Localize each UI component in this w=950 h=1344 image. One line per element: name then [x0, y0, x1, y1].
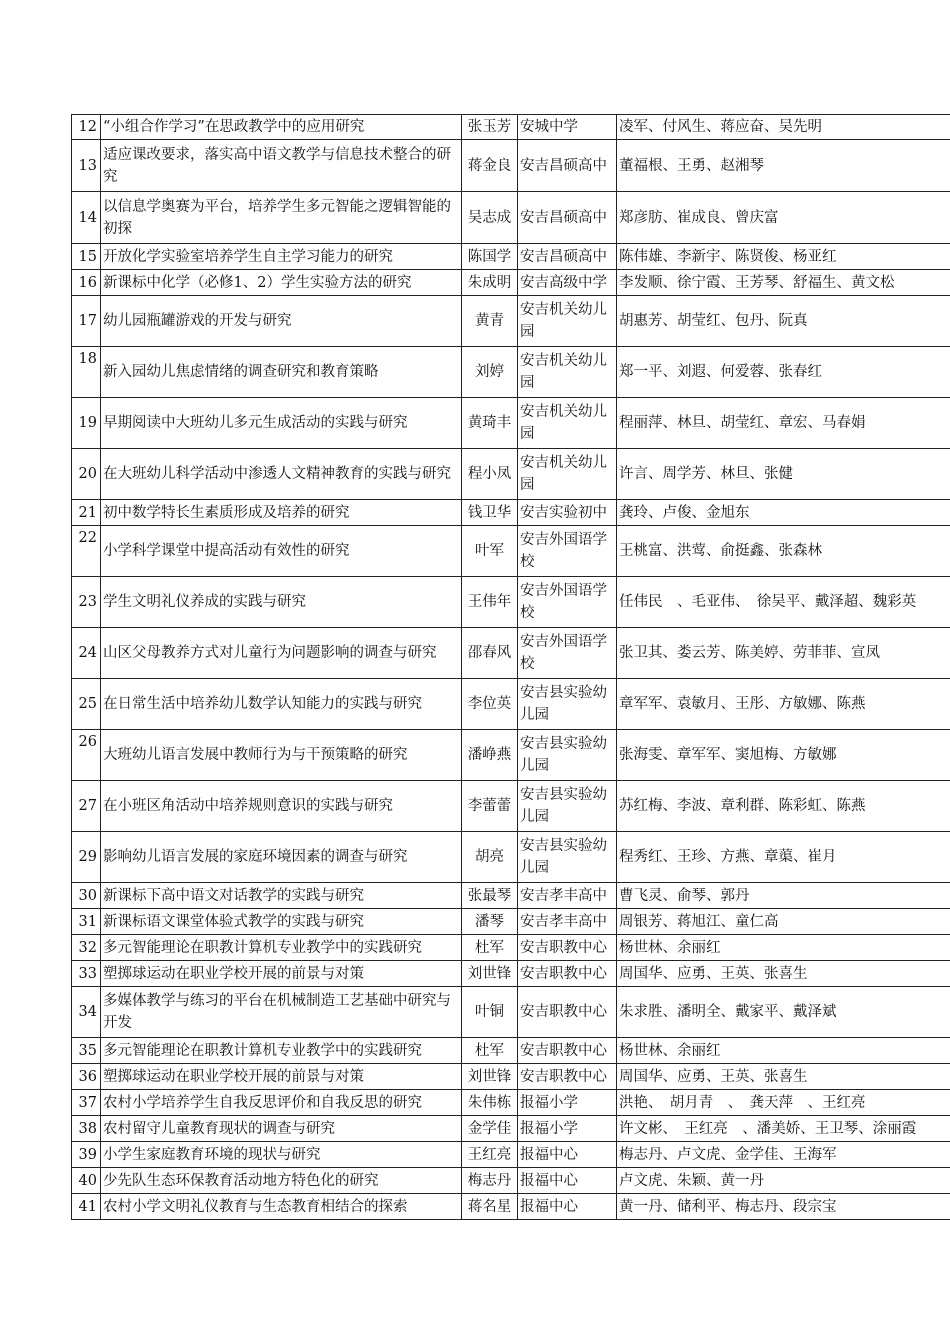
school-name: 报福中心: [518, 1194, 617, 1220]
project-title: 以信息学奥赛为平台，培养学生多元智能之逻辑智能的初探: [101, 192, 462, 244]
project-members: 张卫其、娄云芳、陈美婷、劳菲菲、宣凤: [617, 628, 950, 679]
project-title: 塑掷球运动在职业学校开展的前景与对策: [101, 1064, 462, 1090]
school-name: 报福中心: [518, 1168, 617, 1194]
table-row: [72, 1090, 950, 1116]
project-title: 在大班幼儿科学活动中渗透人文精神教育的实践与研究: [101, 449, 462, 500]
project-leader: 王伟年: [462, 577, 518, 628]
project-members: 程秀红、王珍、方燕、章蕖、崔月: [617, 832, 950, 883]
project-members: 许文彬、 王红亮 、潘美娇、王卫琴、涂丽霞: [617, 1116, 950, 1142]
school-name: 安吉孝丰高中: [518, 909, 617, 935]
project-title: 大班幼儿语言发展中教师行为与干预策略的研究: [101, 730, 462, 781]
project-leader: 李蕾蕾: [462, 781, 518, 832]
project-members: 董福根、王勇、赵湘琴: [617, 140, 950, 192]
table-row: [72, 679, 950, 730]
table-row: [72, 883, 950, 909]
project-leader: 刘世锋: [462, 1064, 518, 1090]
school-name: 安吉机关幼儿园: [518, 449, 617, 500]
project-members: 程丽萍、林旦、胡莹红、章宏、马春娟: [617, 398, 950, 449]
project-title: 在小班区角活动中培养规则意识的实践与研究: [101, 781, 462, 832]
project-title: 山区父母教养方式对儿童行为问题影响的调查与研究: [101, 628, 462, 679]
project-members: 郑一平、刘遐、何爱蓉、张春红: [617, 347, 950, 398]
school-name: 安吉外国语学校: [518, 526, 617, 577]
project-list-sheet: [71, 114, 950, 1220]
row-number: 38: [72, 1116, 101, 1142]
table-row: [72, 730, 950, 781]
project-title: “小组合作学习”在思政教学中的应用研究: [101, 115, 462, 140]
project-title: 小学生家庭教育环境的现状与研究: [101, 1142, 462, 1168]
project-leader: 王红亮: [462, 1142, 518, 1168]
row-number: 33: [72, 961, 101, 987]
project-leader: 黄琦丰: [462, 398, 518, 449]
table-row: [72, 449, 950, 500]
table-row: [72, 832, 950, 883]
project-leader: 程小凤: [462, 449, 518, 500]
row-number: 34: [72, 987, 101, 1038]
table-row: [72, 935, 950, 961]
row-number: 22: [72, 526, 101, 577]
project-title: 多媒体教学与练习的平台在机械制造工艺基础中研究与开发: [101, 987, 462, 1038]
project-leader: 朱成明: [462, 270, 518, 296]
row-number: 18: [72, 347, 101, 398]
table-row: [72, 244, 950, 270]
table-row: [72, 577, 950, 628]
project-leader: 刘世锋: [462, 961, 518, 987]
project-leader: 蒋名星: [462, 1194, 518, 1220]
row-number: 19: [72, 398, 101, 449]
project-leader: 杜军: [462, 1038, 518, 1064]
project-members: 陈伟雄、李新宇、陈贤俊、杨亚红: [617, 244, 950, 270]
school-name: 安吉外国语学校: [518, 577, 617, 628]
project-leader: 叶铜: [462, 987, 518, 1038]
row-number: 37: [72, 1090, 101, 1116]
school-name: 报福小学: [518, 1090, 617, 1116]
table-row: [72, 140, 950, 192]
table-row: [72, 987, 950, 1038]
project-members: 许言、周学芳、林旦、张健: [617, 449, 950, 500]
project-title: 小学科学课堂中提高活动有效性的研究: [101, 526, 462, 577]
project-leader: 吴志成: [462, 192, 518, 244]
project-title: 塑掷球运动在职业学校开展的前景与对策: [101, 961, 462, 987]
project-members: 张海雯、章军军、窦旭梅、方敏娜: [617, 730, 950, 781]
project-members: 郑彦肪、崔成良、曾庆富: [617, 192, 950, 244]
project-title: 新课标语文课堂体验式教学的实践与研究: [101, 909, 462, 935]
project-title: 学生文明礼仪养成的实践与研究: [101, 577, 462, 628]
school-name: 安吉昌硕高中: [518, 140, 617, 192]
school-name: 安吉机关幼儿园: [518, 347, 617, 398]
row-number: 12: [72, 115, 101, 140]
project-leader: 张玉芳: [462, 115, 518, 140]
project-leader: 杜军: [462, 935, 518, 961]
table-row: [72, 1064, 950, 1090]
table-row: [72, 628, 950, 679]
project-members: 洪艳、 胡月青 、 龚天萍 、王红亮: [617, 1090, 950, 1116]
project-leader: 邵春风: [462, 628, 518, 679]
school-name: 安吉昌硕高中: [518, 244, 617, 270]
school-name: 安吉职教中心: [518, 961, 617, 987]
project-members: 杨世林、余丽红: [617, 1038, 950, 1064]
project-table: [71, 114, 950, 1220]
table-row: [72, 909, 950, 935]
project-title: 新课标中化学（必修1、2）学生实验方法的研究: [101, 270, 462, 296]
school-name: 安吉外国语学校: [518, 628, 617, 679]
school-name: 安吉职教中心: [518, 1038, 617, 1064]
school-name: 安吉机关幼儿园: [518, 296, 617, 347]
school-name: 安吉职教中心: [518, 1064, 617, 1090]
project-leader: 李位英: [462, 679, 518, 730]
row-number: 39: [72, 1142, 101, 1168]
project-title: 少先队生态环保教育活动地方特色化的研究: [101, 1168, 462, 1194]
row-number: 23: [72, 577, 101, 628]
row-number: 36: [72, 1064, 101, 1090]
table-row: [72, 192, 950, 244]
project-members: 曹飞灵、俞琴、郭丹: [617, 883, 950, 909]
project-title: 适应课改要求，落实高中语文教学与信息技术整合的研究: [101, 140, 462, 192]
project-title: 多元智能理论在职教计算机专业教学中的实践研究: [101, 935, 462, 961]
table-row: [72, 961, 950, 987]
school-name: 报福小学: [518, 1116, 617, 1142]
project-table-body: [72, 115, 950, 1220]
table-row: [72, 296, 950, 347]
table-row: [72, 270, 950, 296]
row-number: 31: [72, 909, 101, 935]
school-name: 安城中学: [518, 115, 617, 140]
row-number: 25: [72, 679, 101, 730]
project-members: 胡惠芳、胡莹红、包丹、阮真: [617, 296, 950, 347]
project-members: 周国华、应勇、王英、张喜生: [617, 1064, 950, 1090]
table-row: [72, 398, 950, 449]
table-row: [72, 1116, 950, 1142]
project-leader: 金学佳: [462, 1116, 518, 1142]
project-title: 在日常生活中培养幼儿数学认知能力的实践与研究: [101, 679, 462, 730]
project-leader: 胡亮: [462, 832, 518, 883]
school-name: 报福中心: [518, 1142, 617, 1168]
project-title: 早期阅读中大班幼儿多元生成活动的实践与研究: [101, 398, 462, 449]
row-number: 13: [72, 140, 101, 192]
project-title: 多元智能理论在职教计算机专业教学中的实践研究: [101, 1038, 462, 1064]
row-number: 17: [72, 296, 101, 347]
project-members: 梅志丹、卢文虎、金学佳、王海军: [617, 1142, 950, 1168]
school-name: 安吉职教中心: [518, 935, 617, 961]
school-name: 安吉县实验幼儿园: [518, 679, 617, 730]
row-number: 14: [72, 192, 101, 244]
table-row: [72, 115, 950, 140]
project-members: 黄一丹、储利平、梅志丹、段宗宝: [617, 1194, 950, 1220]
row-number: 21: [72, 500, 101, 526]
row-number: 41: [72, 1194, 101, 1220]
table-row: [72, 1038, 950, 1064]
project-leader: 蒋金良: [462, 140, 518, 192]
project-leader: 钱卫华: [462, 500, 518, 526]
project-members: 任伟民 、毛亚伟、 徐吴平、戴泽超、魏彩英: [617, 577, 950, 628]
project-members: 朱求胜、潘明全、戴家平、戴泽斌: [617, 987, 950, 1038]
row-number: 20: [72, 449, 101, 500]
project-leader: 黄青: [462, 296, 518, 347]
project-title: 开放化学实验室培养学生自主学习能力的研究: [101, 244, 462, 270]
row-number: 32: [72, 935, 101, 961]
school-name: 安吉职教中心: [518, 987, 617, 1038]
project-members: 苏红梅、李波、章利群、陈彩虹、陈燕: [617, 781, 950, 832]
project-members: 龚玲、卢俊、金旭东: [617, 500, 950, 526]
row-number: 30: [72, 883, 101, 909]
project-members: 杨世林、余丽红: [617, 935, 950, 961]
table-row: [72, 526, 950, 577]
project-members: 李发顺、徐宁霞、王芳琴、舒福生、黄文松: [617, 270, 950, 296]
project-title: 新入园幼儿焦虑情绪的调查研究和教育策略: [101, 347, 462, 398]
project-members: 凌军、付风生、蒋应奋、吴先明: [617, 115, 950, 140]
project-leader: 潘琴: [462, 909, 518, 935]
project-leader: 梅志丹: [462, 1168, 518, 1194]
project-title: 农村留守儿童教育现状的调查与研究: [101, 1116, 462, 1142]
project-leader: 叶军: [462, 526, 518, 577]
project-leader: 朱伟栋: [462, 1090, 518, 1116]
school-name: 安吉实验初中: [518, 500, 617, 526]
school-name: 安吉高级中学: [518, 270, 617, 296]
row-number: 29: [72, 832, 101, 883]
project-members: 章军军、袁敏月、王彤、方敏娜、陈燕: [617, 679, 950, 730]
project-title: 农村小学文明礼仪教育与生态教育相结合的探索: [101, 1194, 462, 1220]
school-name: 安吉孝丰高中: [518, 883, 617, 909]
project-leader: 刘婷: [462, 347, 518, 398]
project-title: 新课标下高中语文对话教学的实践与研究: [101, 883, 462, 909]
project-members: 卢文虎、朱颖、黄一丹: [617, 1168, 950, 1194]
project-title: 农村小学培养学生自我反思评价和自我反思的研究: [101, 1090, 462, 1116]
school-name: 安吉县实验幼儿园: [518, 832, 617, 883]
row-number: 27: [72, 781, 101, 832]
project-title: 影响幼儿语言发展的家庭环境因素的调查与研究: [101, 832, 462, 883]
school-name: 安吉县实验幼儿园: [518, 781, 617, 832]
project-leader: 陈国学: [462, 244, 518, 270]
row-number: 26: [72, 730, 101, 781]
project-title: 幼儿园瓶罐游戏的开发与研究: [101, 296, 462, 347]
project-members: 王桃富、洪莺、俞挺鑫、张森林: [617, 526, 950, 577]
project-title: 初中数学特长生素质形成及培养的研究: [101, 500, 462, 526]
table-row: [72, 1142, 950, 1168]
school-name: 安吉昌硕高中: [518, 192, 617, 244]
project-members: 周国华、应勇、王英、张喜生: [617, 961, 950, 987]
table-row: [72, 1168, 950, 1194]
table-row: [72, 781, 950, 832]
row-number: 16: [72, 270, 101, 296]
table-row: [72, 500, 950, 526]
row-number: 40: [72, 1168, 101, 1194]
row-number: 24: [72, 628, 101, 679]
row-number: 35: [72, 1038, 101, 1064]
school-name: 安吉县实验幼儿园: [518, 730, 617, 781]
project-leader: 张最琴: [462, 883, 518, 909]
table-row: [72, 1194, 950, 1220]
school-name: 安吉机关幼儿园: [518, 398, 617, 449]
row-number: 15: [72, 244, 101, 270]
project-members: 周银芳、蒋旭江、童仁高: [617, 909, 950, 935]
project-leader: 潘峥燕: [462, 730, 518, 781]
table-row: [72, 347, 950, 398]
